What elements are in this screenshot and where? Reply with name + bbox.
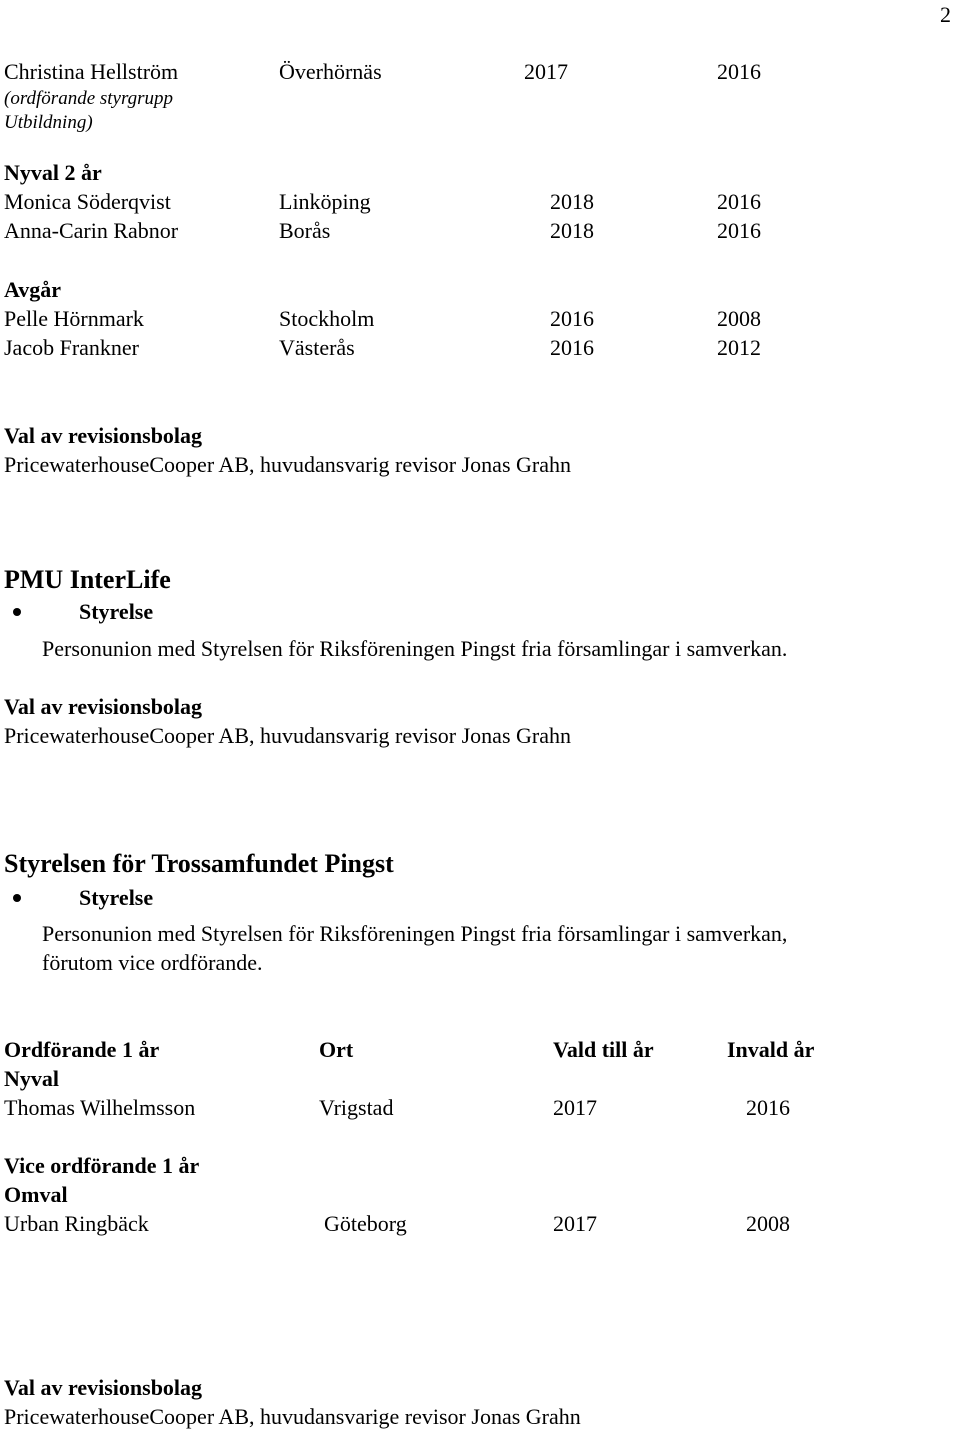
vice-name: Urban Ringbäck [4,1211,149,1236]
member-since: 2012 [717,335,761,360]
member-until: 2017 [524,59,568,84]
member-since: 2016 [717,189,761,214]
bullet-label: Styrelse [79,599,154,624]
vice-until: 2017 [553,1211,597,1236]
tros-description: Personunion med Styrelsen för Riksföreningen Pingst fria församlingar i samverkan, [42,921,788,946]
audit-text: PricewaterhouseCooper AB, huvudansvarig revisor Jonas Grahn [4,723,571,748]
section-heading-avgar: Avgår [4,277,62,302]
audit-heading: Val av revisionsbolag [4,423,203,448]
member-until: 2016 [550,335,594,360]
table-header-role: Ordförande 1 år [4,1037,160,1062]
member-place: Stockholm [279,306,375,331]
member-name: Monica Söderqvist [4,189,171,214]
member-note: (ordförande styrgrupp [4,88,174,109]
chair-name: Thomas Wilhelmsson [4,1095,196,1120]
audit-heading: Val av revisionsbolag [4,1375,203,1400]
member-place: Linköping [279,189,371,214]
member-name: Jacob Frankner [4,335,140,360]
chair-until: 2017 [553,1095,597,1120]
vice-heading: Vice ordförande 1 år [4,1153,200,1178]
member-note: Utbildning) [4,112,93,133]
vice-since: 2008 [746,1211,790,1236]
member-until: 2018 [550,218,594,243]
pmu-description: Personunion med Styrelsen för Riksföreningen Pingst fria församlingar i samverkan. [42,636,788,661]
member-place: Överhörnäs [279,59,382,84]
page-number: 2 [940,2,951,27]
nyval-label: Nyval [4,1066,59,1091]
member-since: 2016 [717,218,761,243]
bullet-icon [13,608,21,616]
table-header-until: Vald till år [553,1037,654,1062]
bullet-label: Styrelse [79,885,154,910]
table-header-place: Ort [319,1037,354,1062]
vice-place: Göteborg [324,1211,407,1236]
table-header-since: Invald år [727,1037,815,1062]
member-name: Christina Hellström [4,59,179,84]
audit-text: PricewaterhouseCooper AB, huvudansvarig revisor Jonas Grahn [4,452,571,477]
audit-text: PricewaterhouseCooper AB, huvudansvarige revisor Jonas Grahn [4,1404,581,1429]
section-title-tros: Styrelsen för Trossamfundet Pingst [4,849,394,878]
chair-place: Vrigstad [319,1095,394,1120]
bullet-icon [13,894,21,902]
member-until: 2018 [550,189,594,214]
member-place: Västerås [279,335,355,360]
section-title-pmu: PMU InterLife [4,565,171,594]
member-since: 2016 [717,59,761,84]
member-place: Borås [279,218,331,243]
omval-label: Omval [4,1182,68,1207]
audit-heading: Val av revisionsbolag [4,694,203,719]
tros-description: förutom vice ordförande. [42,950,263,975]
member-name: Anna-Carin Rabnor [4,218,179,243]
member-since: 2008 [717,306,761,331]
member-until: 2016 [550,306,594,331]
chair-since: 2016 [746,1095,790,1120]
member-name: Pelle Hörnmark [4,306,144,331]
section-heading-nyval: Nyval 2 år [4,160,102,185]
